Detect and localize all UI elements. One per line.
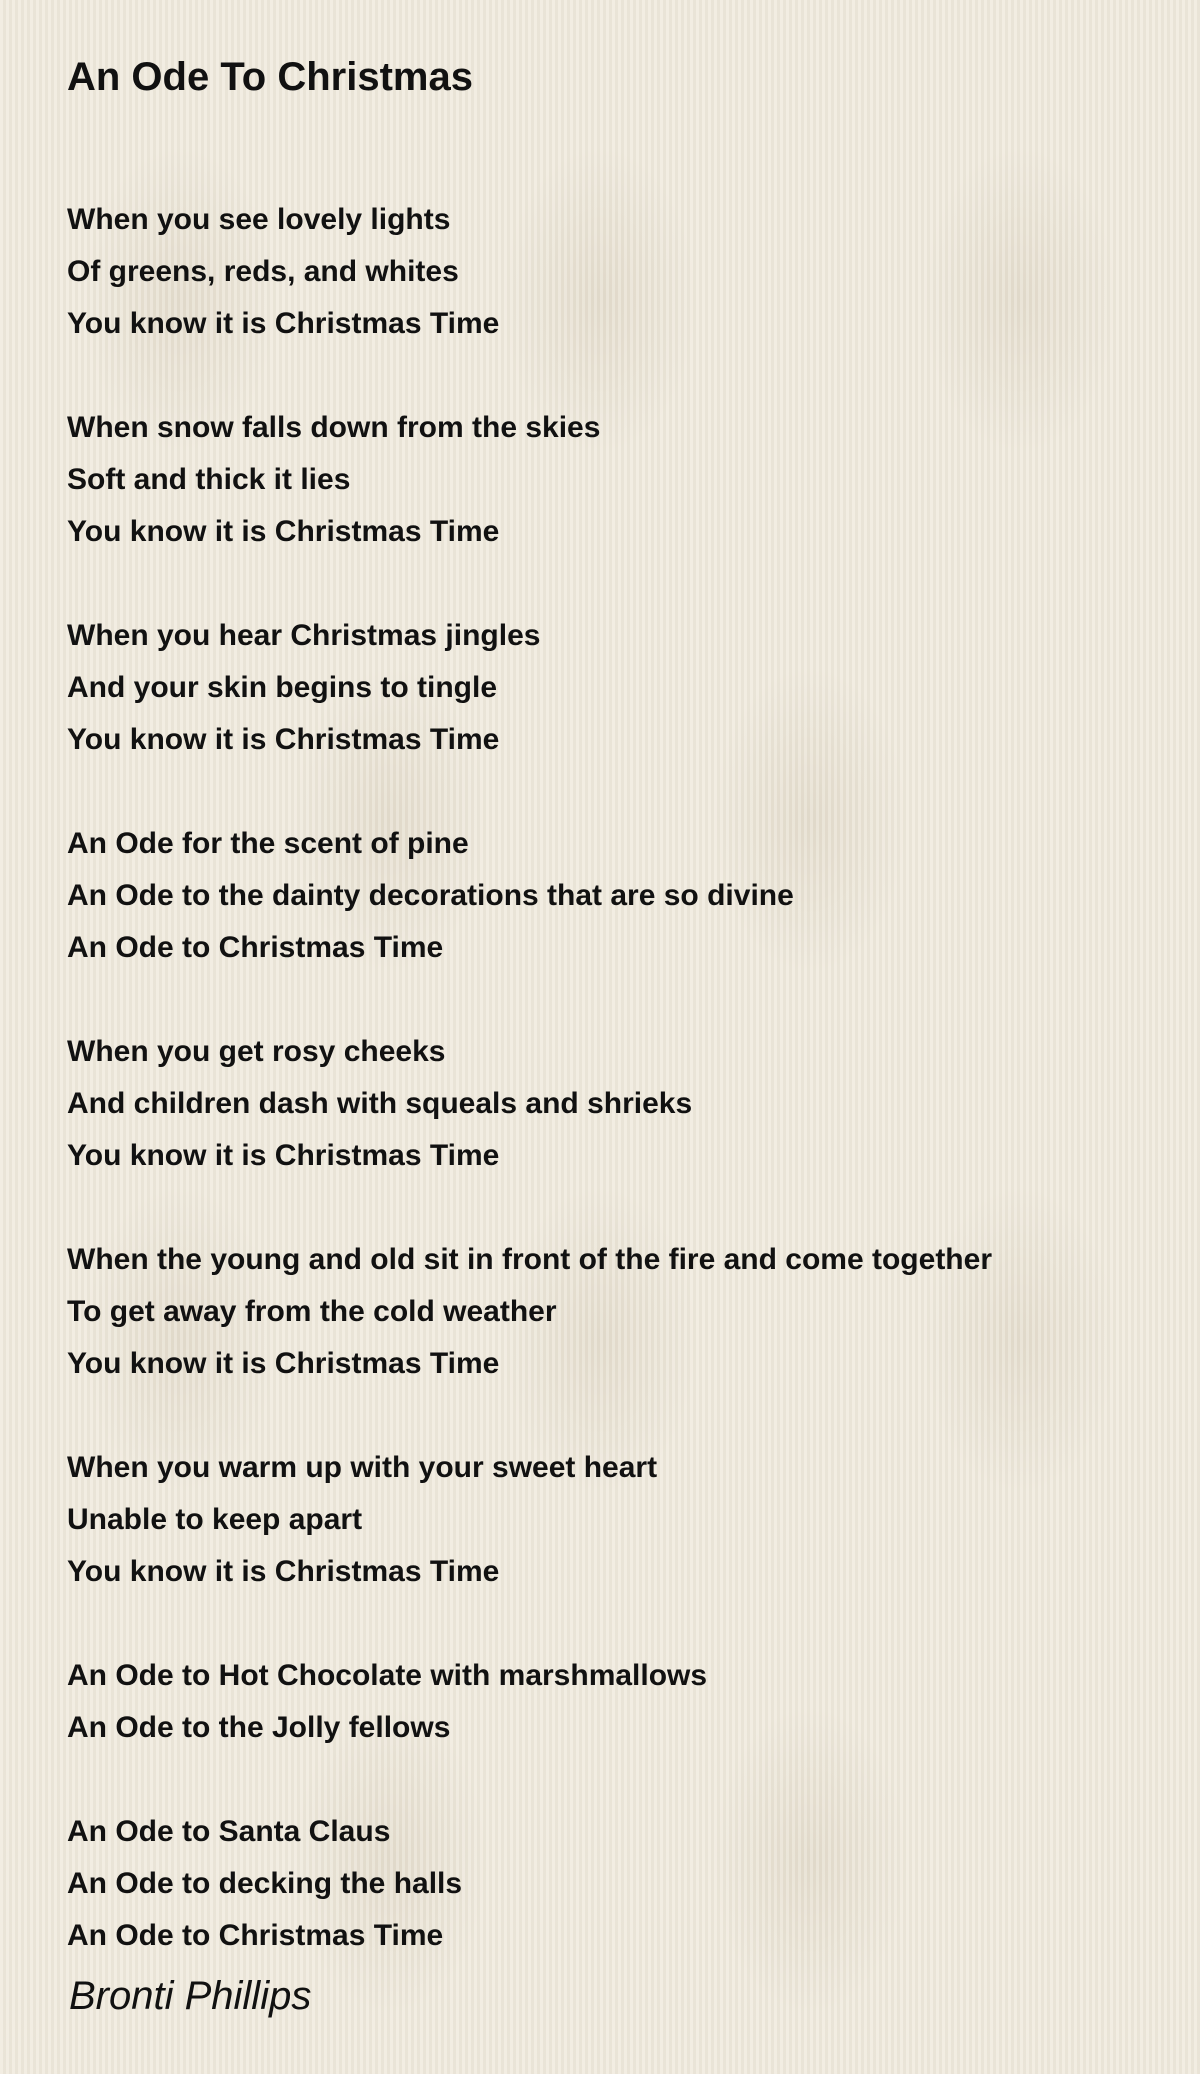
poem-title: An Ode To Christmas [67,55,473,99]
poem-line: An Ode to the Jolly fellows [67,1711,451,1744]
poem-page [67,48,1167,2014]
poem-line: When you warm up with your sweet heart [67,1451,658,1484]
poem-line: Soft and thick it lies [67,463,351,496]
poem-line: An Ode to Christmas Time [67,1919,444,1952]
stanza [67,1650,1167,1754]
poem-line: When you get rosy cheeks [67,1035,446,1068]
poem-line: You know it is Christmas Time [67,1347,500,1380]
poem-line: You know it is Christmas Time [67,723,500,756]
stanza [67,818,1167,974]
poem-line: To get away from the cold weather [67,1295,557,1328]
stanza [67,1806,1167,1962]
stanza [67,194,1167,350]
poem-line: When you hear Christmas jingles [67,619,541,652]
poem-line: You know it is Christmas Time [67,1139,500,1172]
stanza [67,1442,1167,1598]
stanza [67,402,1167,558]
stanza [67,1234,1167,1390]
poem-line: Of greens, reds, and whites [67,255,459,288]
poem-author: Bronti Phillips [69,1974,312,2018]
poem-line: And children dash with squeals and shrieks [67,1087,693,1120]
poem-line: And your skin begins to tingle [67,671,498,704]
poem-line: You know it is Christmas Time [67,307,500,340]
poem-line: When snow falls down from the skies [67,411,601,444]
stanza [67,610,1167,766]
poem-line: An Ode to Hot Chocolate with marshmallows [67,1659,708,1692]
poem-line: You know it is Christmas Time [67,515,500,548]
poem-line: An Ode to the dainty decorations that are so divine [67,879,794,912]
poem-line: When you see lovely lights [67,203,451,236]
poem-body [67,194,1167,1962]
poem-line: You know it is Christmas Time [67,1555,500,1588]
poem-line: Unable to keep apart [67,1503,363,1536]
stanza [67,1026,1167,1182]
poem-line: An Ode to decking the halls [67,1867,463,1900]
poem-line: When the young and old sit in front of the fire and come together [67,1243,992,1276]
poem-line: An Ode for the scent of pine [67,827,469,860]
poem-line: An Ode to Christmas Time [67,931,444,964]
poem-line: An Ode to Santa Claus [67,1815,391,1848]
